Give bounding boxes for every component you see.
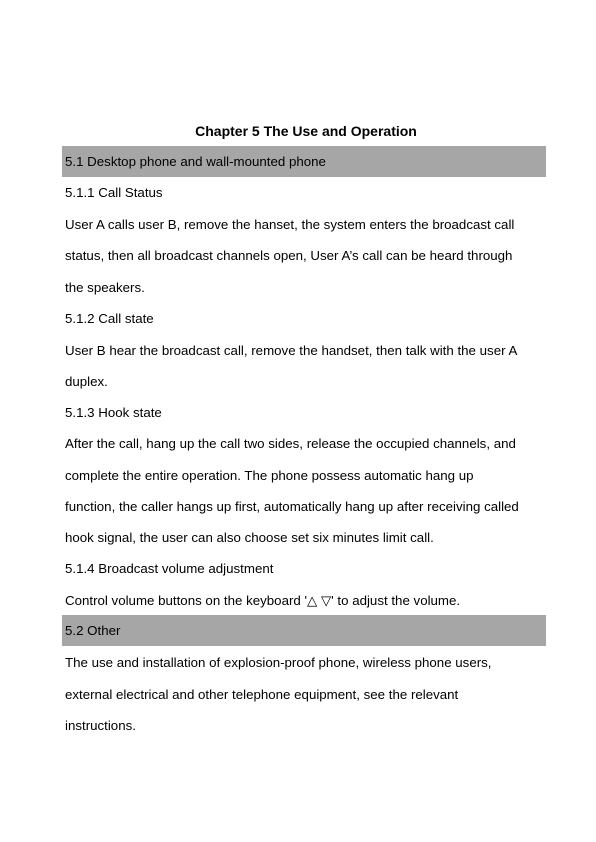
paragraph-line: The use and installation of explosion-proof phone, wireless phone users, — [65, 655, 492, 670]
section-heading-5-2: 5.2 Other — [65, 623, 121, 638]
subsection-heading-5-1-1: 5.1.1 Call Status — [65, 185, 163, 200]
section-heading-bar-5-1 — [62, 146, 546, 177]
paragraph-line: complete the entire operation. The phone possess automatic hang up — [65, 468, 474, 483]
paragraph-line: function, the caller hangs up first, automatically hang up after receiving called — [65, 499, 519, 514]
section-heading-bar-5-2 — [62, 615, 546, 646]
paragraph-line: Control volume buttons on the keyboard '△ ▽' to adjust the volume. — [65, 593, 461, 608]
paragraph-line: instructions. — [65, 718, 136, 733]
subsection-heading-5-1-4: 5.1.4 Broadcast volume adjustment — [65, 561, 274, 576]
paragraph-line: hook signal, the user can also choose set six minutes limit call. — [65, 530, 434, 545]
section-heading-5-1: 5.1 Desktop phone and wall-mounted phone — [65, 154, 326, 169]
subsection-heading-5-1-2: 5.1.2 Call state — [65, 311, 154, 326]
chapter-title: Chapter 5 The Use and Operation — [195, 123, 417, 139]
paragraph-line: After the call, hang up the call two sides, release the occupied channels, and — [65, 436, 516, 451]
paragraph-line: the speakers. — [65, 280, 145, 295]
paragraph-line: User B hear the broadcast call, remove the handset, then talk with the user A — [65, 343, 518, 358]
paragraph-line: User A calls user B, remove the hanset, the system enters the broadcast call — [65, 217, 515, 232]
paragraph-line: external electrical and other telephone equipment, see the relevant — [65, 687, 459, 702]
subsection-heading-5-1-3: 5.1.3 Hook state — [65, 405, 162, 420]
paragraph-line: status, then all broadcast channels open, User A’s call can be heard through — [65, 248, 513, 263]
paragraph-line: duplex. — [65, 374, 108, 389]
